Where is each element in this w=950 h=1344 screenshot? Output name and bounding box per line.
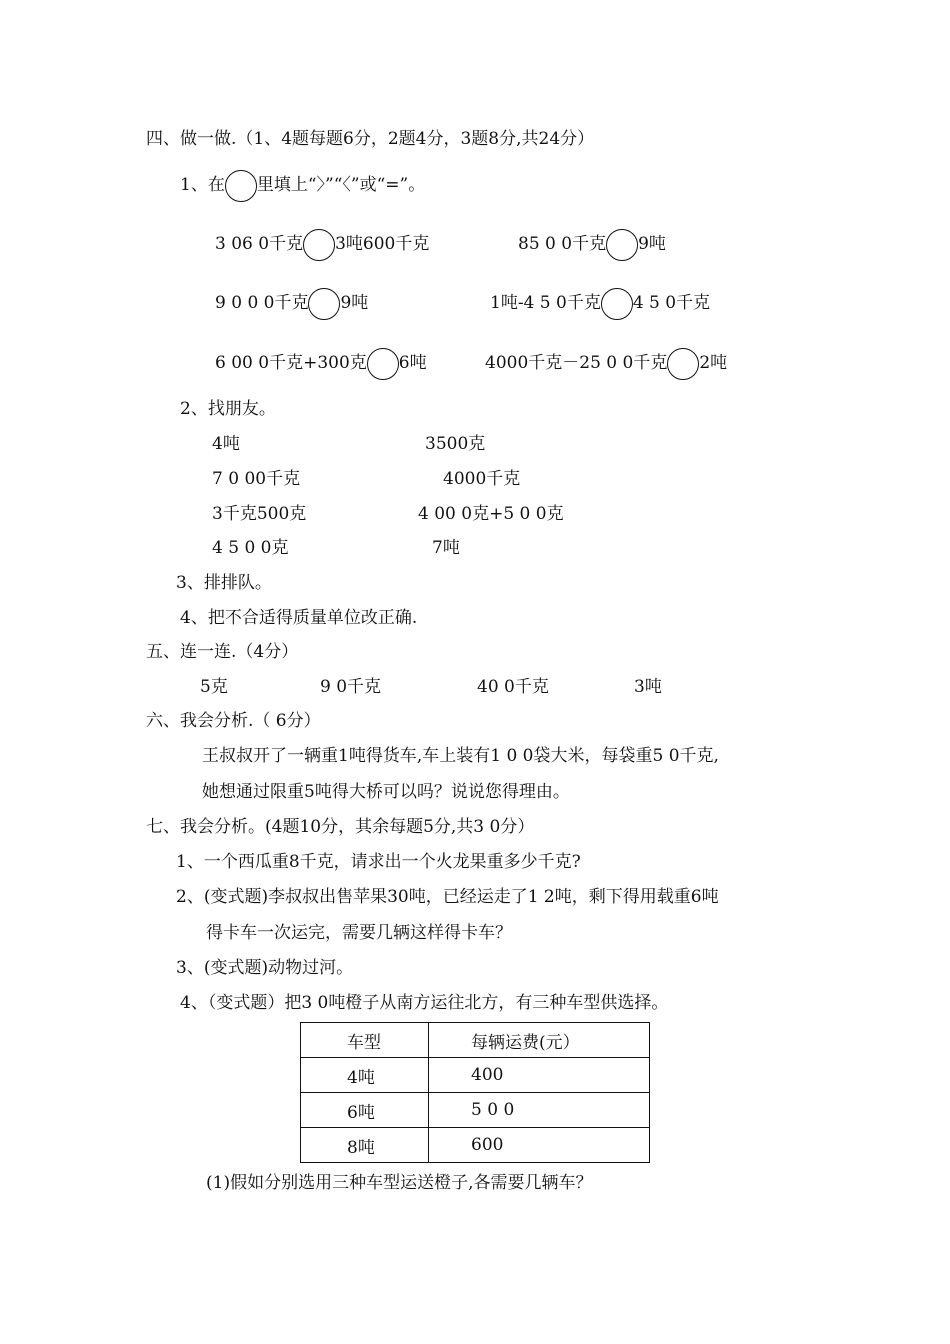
compare-right: 3吨600千克 — [335, 234, 430, 254]
q2-title: 2、找朋友。 — [180, 399, 276, 419]
q1-instruction — [180, 174, 425, 196]
s7-q1: 1、一个西瓜重8千克，请求出一个火龙果重多少千克? — [176, 852, 581, 872]
fee-table — [300, 1022, 650, 1163]
connect-item-1[interactable]: 5克 — [200, 677, 228, 697]
compare-item-3 — [215, 292, 368, 314]
friends-left-2[interactable]: 7 0 00千克 — [212, 469, 301, 489]
compare-right: 4 5 0千克 — [632, 293, 711, 313]
connect-item-4[interactable]: 3吨 — [634, 677, 662, 697]
friends-right-2[interactable]: 4000千克 — [443, 469, 521, 489]
s7-q2-line1: 2、(变式题)李叔叔出售苹果30吨，已经运走了1 2吨，剩下得用载重6吨 — [176, 887, 719, 907]
compare-right: 9吨 — [340, 293, 369, 313]
compare-right: 6吨 — [398, 353, 427, 373]
table-cell: 400 — [429, 1058, 650, 1093]
friends-left-1[interactable]: 4吨 — [212, 434, 240, 454]
compare-item-1 — [215, 233, 429, 255]
q1-suffix: 里填上“〉”“〈”或“=”。 — [256, 175, 426, 195]
table-cell: 600 — [429, 1128, 650, 1163]
friends-right-3[interactable]: 4 00 0克+5 0 0克 — [418, 504, 564, 524]
connect-item-3[interactable]: 40 0千克 — [477, 677, 549, 697]
section-4-title: 四、做一做.（1、4题每题6分，2题4分，3题8分,共24分） — [146, 129, 595, 149]
compare-circle[interactable] — [606, 229, 638, 261]
compare-circle[interactable] — [308, 288, 340, 320]
s7-q4-sub1: (1)假如分别选用三种车型运送橙子,各需要几辆车？ — [206, 1173, 593, 1193]
compare-circle[interactable] — [303, 229, 335, 261]
compare-left: 4000千克－25 0 0千克 — [485, 353, 668, 373]
q4-title: 4、把不合适得质量单位改正确. — [180, 608, 418, 628]
friends-left-3[interactable]: 3千克500克 — [212, 504, 307, 524]
section-6-text-1: 王叔叔开了一辆重1吨得货车,车上装有1 0 0袋大米，每袋重5 0千克, — [202, 746, 719, 766]
q1-prefix: 1、在 — [180, 175, 225, 195]
compare-left: 6 00 0千克+300克 — [215, 353, 367, 373]
compare-right: 2吨 — [699, 353, 728, 373]
answer-circle-example — [225, 170, 257, 202]
s7-q2-line2: 得卡车一次运完，需要几辆这样得卡车？ — [206, 923, 512, 943]
table-cell: 4吨 — [301, 1058, 429, 1093]
table-row — [301, 1058, 650, 1093]
connect-item-2[interactable]: 9 0千克 — [320, 677, 382, 697]
compare-item-4 — [490, 292, 710, 314]
compare-left: 1吨-4 5 0千克 — [490, 293, 601, 313]
s7-q3: 3、(变式题)动物过河。 — [176, 958, 354, 978]
compare-item-6 — [485, 352, 727, 374]
compare-left: 3 06 0千克 — [215, 234, 304, 254]
friends-right-4[interactable]: 7吨 — [432, 538, 460, 558]
compare-right: 9吨 — [638, 234, 666, 254]
compare-left: 9 0 0 0千克 — [215, 293, 309, 313]
table-row — [301, 1128, 650, 1163]
table-cell: 5 0 0 — [429, 1093, 650, 1128]
compare-item-2 — [518, 233, 666, 255]
table-header-row — [301, 1023, 650, 1058]
section-6-text-2: 她想通过限重5吨得大桥可以吗？说说您得理由。 — [202, 782, 570, 802]
compare-circle[interactable] — [367, 348, 399, 380]
table-cell: 6吨 — [301, 1093, 429, 1128]
compare-circle[interactable] — [667, 348, 699, 380]
table-cell: 8吨 — [301, 1128, 429, 1163]
section-5-title: 五、连一连.（4分） — [146, 642, 299, 662]
table-row — [301, 1093, 650, 1128]
friends-left-4[interactable]: 4 5 0 0克 — [212, 538, 289, 558]
table-header: 车型 — [301, 1023, 429, 1058]
compare-circle[interactable] — [601, 288, 633, 320]
friends-right-1[interactable]: 3500克 — [425, 434, 486, 454]
s7-q4: 4、（变式题）把3 0吨橙子从南方运往北方，有三种车型供选择。 — [180, 993, 669, 1013]
q3-title: 3、排排队。 — [176, 573, 272, 593]
section-6-title: 六、我会分析.（ 6分） — [146, 711, 321, 731]
compare-item-5 — [215, 352, 427, 374]
table-header: 每辆运费(元） — [429, 1023, 650, 1058]
section-7-title: 七、我会分析。(4题10分，其余每题5分,共3 0分） — [146, 817, 535, 837]
compare-left: 85 0 0千克 — [518, 234, 607, 254]
